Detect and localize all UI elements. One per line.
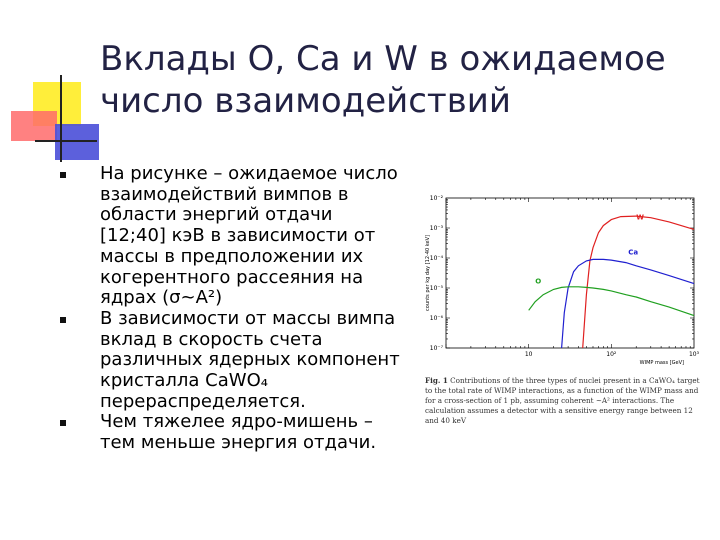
y-tick-label: 10⁻³	[429, 225, 443, 232]
x-tick-label: 10²	[606, 351, 617, 358]
bullet-list	[60, 164, 400, 454]
decor-horizontal-line	[35, 140, 97, 142]
bullet-text: Чем тяжелее ядро-мишень – тем меньше энергия отдачи.	[100, 411, 377, 454]
y-tick-label: 10⁻⁶	[429, 315, 443, 322]
x-tick-label: 10³	[688, 351, 700, 358]
bullet-square-icon	[60, 420, 66, 426]
series-line-w	[583, 213, 694, 348]
series-label-ca: Ca	[628, 248, 639, 257]
bullet-square-icon	[60, 317, 66, 323]
plot-frame	[446, 198, 694, 348]
bullet-square-icon	[60, 172, 66, 178]
y-axis-label: counts per kg day [12-40 keV]	[425, 235, 431, 311]
bullet-item	[60, 164, 400, 309]
slide-title: Вклады О, Са и W в ожидаемое число взаимодействий	[100, 39, 666, 121]
figure-caption	[425, 376, 705, 426]
figure	[418, 190, 708, 440]
y-tick-label: 10⁻⁴	[429, 255, 443, 262]
series-label-w: W	[636, 213, 644, 222]
bullet-item	[60, 309, 400, 413]
series-label-o: O	[535, 277, 542, 286]
y-tick-label: 10⁻⁷	[429, 345, 443, 352]
decor-vertical-line	[60, 75, 62, 162]
bullet-text: В зависимости от массы вимпа вклад в скорость счета различных ядерных компонент кристалла CaWO₄ перераспределяется.	[100, 307, 400, 412]
x-axis-label: WIMP mass [GeV]	[639, 360, 684, 366]
bullet-item	[60, 412, 400, 453]
x-tick-label: 10	[524, 351, 533, 358]
bullet-text: На рисунке – ожидаемое число взаимодействий вимпов в области энергий отдачи [12;40] кэВ в зависимости от массы в предположении их когерентного рассеяния на ядрах (σ~A²)	[100, 163, 398, 309]
caption-text: Contributions of the three types of nuclei present in a CaWO₄ target to the total rate of WIMP interactions, as a function of the WIMP mass and for a cross-section of 1 pb, assuming coherent ~A² interactions. The calculation assumes a detector with a sensitive energy range between 12 and 40 keV	[425, 376, 700, 425]
wimp-rate-chart	[418, 190, 708, 370]
y-tick-label: 10⁻²	[429, 195, 443, 202]
series-line-o	[529, 287, 694, 316]
caption-label: Fig. 1	[425, 376, 448, 385]
series-line-ca	[562, 259, 694, 348]
y-tick-label: 10⁻⁵	[429, 285, 443, 292]
decor-red-square	[11, 111, 57, 141]
